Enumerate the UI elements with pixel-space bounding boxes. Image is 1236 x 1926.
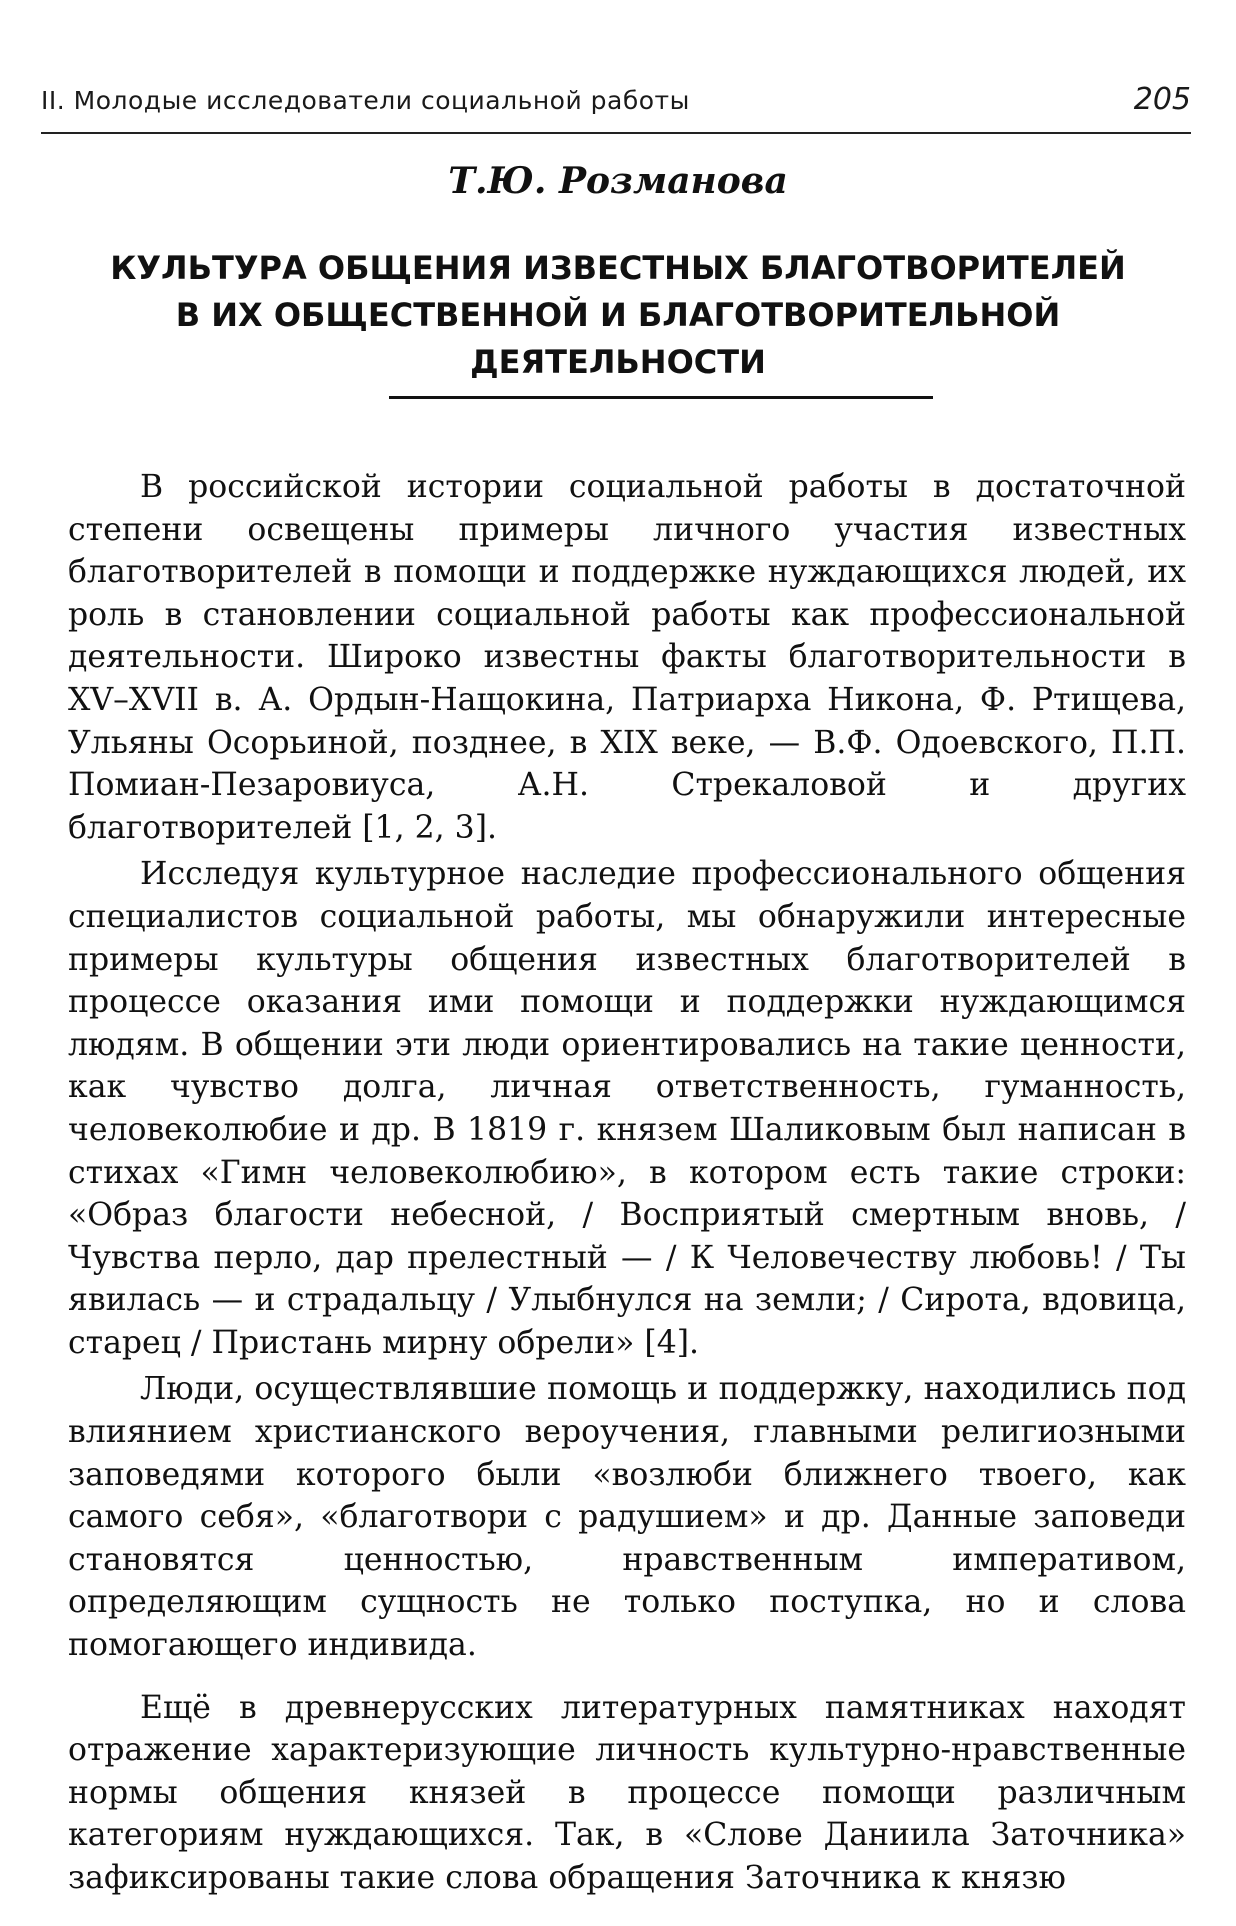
title-divider	[389, 396, 933, 399]
paragraph: Ещё в древнерусских литературных памятниках находят отражение характеризующие личность культурно-нравственные нормы общения князей в процессе помощи различным категориям нуждающихся. Так, в «Слове Даниила Заточника» зафиксированы такие слова обращения Заточника к князю	[68, 1689, 1186, 1896]
paragraph: Исследуя культурное наследие профессионального общения специалистов социальной работы, мы обнаружили интересные примеры культуры общения известных благотворителей в процессе оказания ими помощи и поддержки нуждающимся людям. В общении эти люди ориентировались на такие ценности, как чувство долга, личная ответственность, гуманность, человеколюбие и др. В 1819 г. князем Шаликовым был написан в стихах «Гимн человеколюбию», в котором есть такие строки: «Образ благости небесной, / Восприятый смертным вновь, / Чувства перло, дар прелестный — / К Человечеству любовь! / Ты явилась — и страдальцу / Улыбнулся на земли; / Сирота, вдовица, старец / Пристань мирну обрели» [4].	[68, 856, 1186, 1361]
article-author: Т.Ю. Розманова	[448, 160, 788, 202]
article-title-line: ДЕЯТЕЛЬНОСТИ	[470, 343, 766, 381]
article-title-line: КУЛЬТУРА ОБЩЕНИЯ ИЗВЕСТНЫХ БЛАГОТВОРИТЕЛЕЙ	[110, 249, 1126, 287]
paragraph: В российской истории социальной работы в достаточной степени освещены примеры личного участия известных благотворителей в помощи и поддержке нуждающихся людей, их роль в становлении социальной работы как профессиональной деятельности. Широко известны факты благотворительности в XV–XVII в. А. Ордын-Нащокина, Патриарха Никона, Ф. Ртищева, Ульяны Осорьиной, позднее, в XIX веке, — В.Ф. Одоевского, П.П. Помиан-Пезаровиуса, А.Н. Стрекаловой и других благотворителей [1, 2, 3].	[68, 469, 1186, 846]
page-number: 205	[1133, 82, 1191, 117]
running-header	[41, 82, 1191, 134]
running-title: II. Молодые исследователи социальной работы	[41, 86, 690, 115]
paragraph: Люди, осуществлявшие помощь и поддержку, находились под влиянием христианского вероучения, главными религиозными заповедями которого были «возлюби ближнего твоего, как самого себя», «благотвори с радушием» и др. Данные заповеди становятся ценностью, нравственным императивом, определяющим сущность не только поступка, но и слова помогающего индивида.	[68, 1371, 1186, 1664]
article-body	[68, 466, 1186, 1900]
article-title-line: В ИХ ОБЩЕСТВЕННОЙ И БЛАГОТВОРИТЕЛЬНОЙ	[175, 296, 1061, 334]
article-title	[100, 245, 1136, 386]
